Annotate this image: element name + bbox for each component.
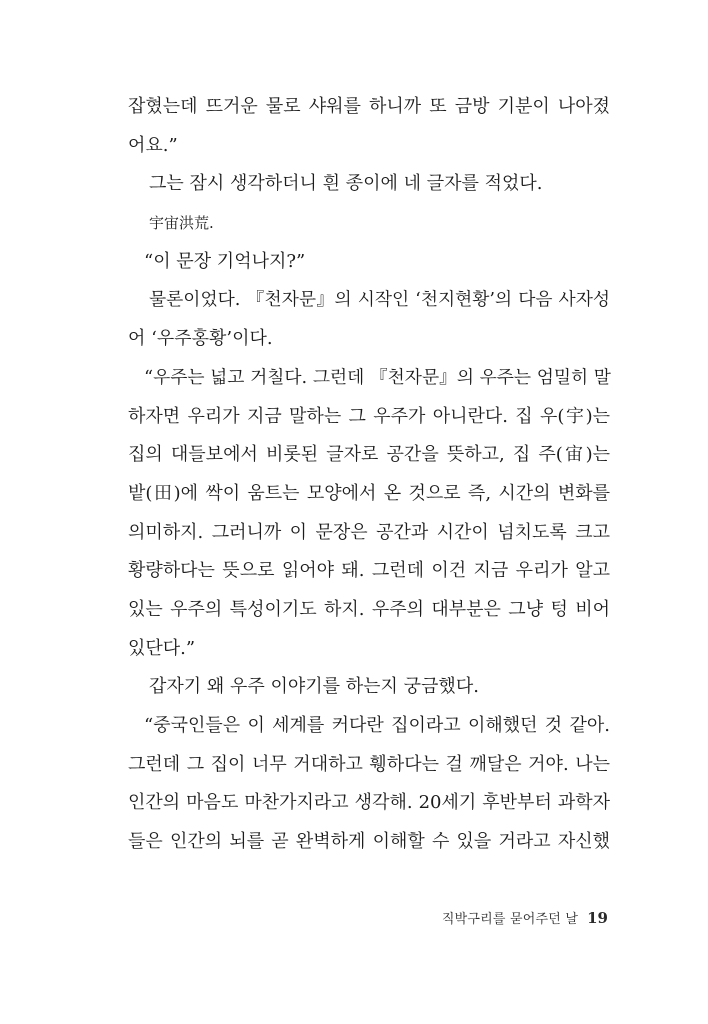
text-line: 황량하다는 뜻으로 읽어야 돼. 그런데 이건 지금 우리가 알고 [128,560,610,582]
running-title: 직박구리를 묻어주던 날 [441,912,579,927]
text-line: 그런데 그 집이 너무 거대하고 휑하다는 걸 깨달은 거야. 나는 [128,753,610,775]
text-line: 집의 대들보에서 비롯된 글자로 공간을 뜻하고, 집 주(宙)는 [128,444,610,466]
text-line: 갑자기 왜 우주 이야기를 하는지 궁금했다. [149,676,479,698]
page-number: 19 [587,909,608,927]
paragraph [128,668,610,707]
paragraph [128,707,610,862]
body-text [128,88,610,862]
paragraph [128,204,610,243]
paragraph [128,359,610,669]
text-line: 인간의 마음도 마찬가지라고 생각해. 20세기 후반부터 과학자 [128,792,610,814]
text-line: 하자면 우리가 지금 말하는 그 우주가 아니란다. 집 우(宇)는 [128,405,610,427]
paragraph [128,243,610,282]
text-line: 밭(田)에 싹이 움트는 모양에서 온 것으로 즉, 시간의 변화를 [128,482,610,504]
text-line: 잡혔는데 뜨거운 물로 샤워를 하니까 또 금방 기분이 나아졌 [128,96,610,117]
text-line: 있는 우주의 특성이기도 하지. 우주의 대부분은 그냥 텅 비어 [128,598,610,620]
text-line: 어 ‘우주홍황’이다. [128,328,273,350]
text-line: 어요.” [128,134,178,156]
paragraph [128,281,610,358]
text-line: 의미하지. 그러니까 이 문장은 공간과 시간이 넘치도록 크고 [128,521,610,543]
text-line: 있단다.” [128,637,196,659]
hanja-phrase: 宇宙洪荒. [149,214,214,233]
paragraph [128,165,610,204]
page-footer [442,904,608,932]
text-line: “우주는 넓고 거칠다. 그런데 『천자문』의 우주는 엄밀히 말 [144,367,611,388]
text-line: “중국인들은 이 세계를 커다란 집이라고 이해했던 것 같아. [144,715,610,736]
text-line: “이 문장 기억나지?” [144,250,306,272]
text-line: 그는 잠시 생각하더니 흰 종이에 네 글자를 적었다. [149,173,543,195]
text-line: 들은 인간의 뇌를 곧 완벽하게 이해할 수 있을 거라고 자신했 [128,831,610,853]
text-line: 물론이었다. 『천자문』의 시작인 ‘천지현황’의 다음 사자성 [149,290,610,311]
paragraph [128,88,610,165]
